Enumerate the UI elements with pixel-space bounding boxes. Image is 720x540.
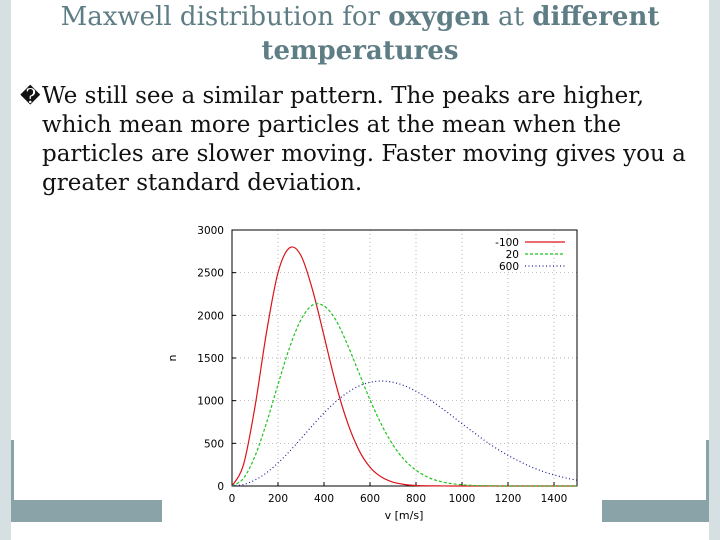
bottom-band-right-stub <box>706 440 709 500</box>
y-tick-label: 1500 <box>197 353 224 365</box>
y-tick-label: 2000 <box>197 310 224 323</box>
y-tick-label: 3000 <box>197 225 224 237</box>
series-line-20 <box>232 304 577 486</box>
grid-lines <box>232 230 577 486</box>
legend-label: -100 <box>495 237 519 249</box>
y-tick-label: 1000 <box>197 395 224 408</box>
x-tick-label: 1200 <box>494 493 522 505</box>
chart-container <box>162 216 602 522</box>
title-part-bold: oxygen <box>388 2 490 32</box>
x-axis-label: v [m/s] <box>384 509 424 522</box>
bullet-row <box>20 82 710 198</box>
y-tick-label: 2500 <box>197 267 224 280</box>
y-tick-label: 500 <box>203 438 224 451</box>
right-rail <box>709 0 720 540</box>
legend-label: 600 <box>498 261 519 273</box>
left-rail <box>0 0 11 540</box>
series-lines <box>232 247 577 486</box>
x-tick-label: 0 <box>228 493 236 505</box>
x-tick-label: 400 <box>313 493 335 505</box>
x-tick-label: 1000 <box>448 493 476 505</box>
x-tick-label: 200 <box>267 493 289 505</box>
maxwell-chart <box>162 216 602 522</box>
title-part: at <box>489 2 533 32</box>
title-part-bold: different temperatures <box>261 2 660 66</box>
bullet-block <box>20 82 710 198</box>
x-tick-label: 800 <box>405 493 427 505</box>
x-tick-label: 1400 <box>540 493 568 505</box>
bullet-icon: � <box>20 84 41 108</box>
y-axis-label: n <box>166 354 179 362</box>
slide-title <box>11 0 709 68</box>
series-line--100 <box>232 247 577 486</box>
bullet-text: We still see a similar pattern. The peaks are higher, which mean more particles at the mean when the particles are slower moving. Faster moving gives you a greater standard deviation. <box>42 83 686 196</box>
title-part: Maxwell distribution for <box>60 2 389 32</box>
bottom-band-left-stub <box>11 440 14 500</box>
x-tick-label: 600 <box>359 493 381 505</box>
legend <box>495 237 565 273</box>
legend-label: 20 <box>505 249 519 261</box>
y-tick-label: 0 <box>217 481 224 493</box>
series-line-600 <box>232 381 577 486</box>
